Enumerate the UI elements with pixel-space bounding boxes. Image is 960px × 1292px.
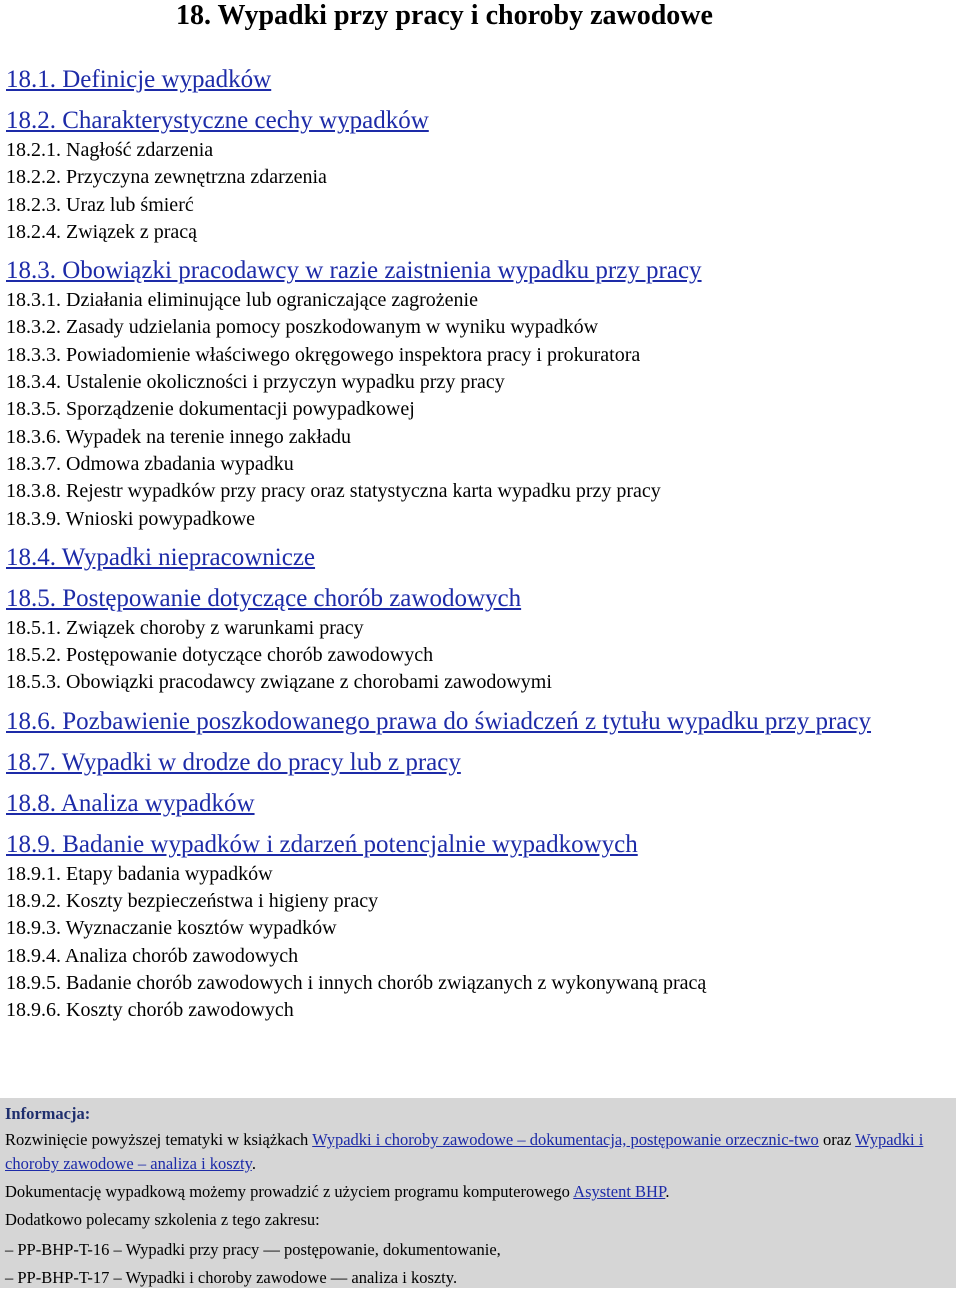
- section-link-18-8[interactable]: 18.8. Analiza wypadków: [6, 789, 255, 817]
- subsection-item: 18.9.5. Badanie chorób zawodowych i innych chorób związanych z wykonywaną pracą: [6, 971, 707, 994]
- section-link-18-7[interactable]: 18.7. Wypadki w drodze do pracy lub z pracy: [6, 748, 461, 776]
- section-link-18-3[interactable]: 18.3. Obowiązki pracodawcy w razie zaistnienia wypadku przy pracy: [6, 257, 702, 285]
- subsection-item: 18.3.8. Rejestr wypadków przy pracy oraz statystyczna karta wypadku przy pracy: [6, 480, 661, 503]
- book-link-dokumentacja[interactable]: Wypadki i choroby zawodowe – dokumentacja, postępowanie orzecznic-two: [312, 1130, 819, 1149]
- subsection-item: 18.3.1. Działania eliminujące lub ograniczające zagrożenie: [6, 289, 478, 312]
- subsection-item: 18.3.9. Wnioski powypadkowe: [6, 507, 256, 530]
- info-heading: Informacja:: [5, 1104, 91, 1123]
- subsection-item: 18.9.1. Etapy badania wypadków: [6, 862, 273, 885]
- section-link-18-6[interactable]: 18.6. Pozbawienie poszkodowanego prawa do świadczeń z tytułu wypadku przy pracy: [6, 707, 872, 735]
- subsection-item: 18.3.2. Zasady udzielania pomocy poszkodowanym w wyniku wypadków: [6, 316, 599, 339]
- section-link-18-9[interactable]: 18.9. Badanie wypadków i zdarzeń potencjalnie wypadkowych: [6, 830, 638, 858]
- info-books-paragraph: [5, 1128, 950, 1176]
- table-of-contents: [6, 64, 956, 1025]
- info-box: [0, 1098, 956, 1288]
- subsection-item: 18.9.2. Koszty bezpieczeństwa i higieny pracy: [6, 890, 379, 913]
- subsection-item: 18.3.3. Powiadomienie właściwego okręgowego inspektora pracy i prokuratora: [6, 343, 641, 366]
- page-title: 18. Wypadki przy pracy i choroby zawodowe: [176, 0, 713, 31]
- info-text: oraz: [818, 1130, 856, 1149]
- info-training-intro: Dodatkowo polecamy szkolenia z tego zakresu:: [5, 1210, 320, 1229]
- info-text: Rozwinięcie powyższej tematyki w książkach: [5, 1130, 313, 1149]
- subsection-item: 18.9.3. Wyznaczanie kosztów wypadków: [6, 917, 337, 940]
- training-item: – PP-BHP-T-16 – Wypadki przy pracy — postępowanie, dokumentowanie,: [5, 1240, 501, 1259]
- info-text: .: [251, 1154, 256, 1173]
- software-link-asystent-bhp[interactable]: Asystent BHP: [573, 1182, 666, 1201]
- info-text: .: [665, 1182, 670, 1201]
- subsection-item: 18.5.2. Postępowanie dotyczące chorób zawodowych: [6, 644, 434, 667]
- subsection-item: 18.2.3. Uraz lub śmierć: [6, 193, 194, 216]
- section-link-18-1[interactable]: 18.1. Definicje wypadków: [6, 66, 272, 93]
- subsection-item: 18.3.5. Sporządzenie dokumentacji powypadkowej: [6, 398, 415, 421]
- subsection-item: 18.2.1. Nagłość zdarzenia: [6, 139, 214, 161]
- subsection-item: 18.5.1. Związek choroby z warunkami pracy: [6, 616, 364, 639]
- subsection-item: 18.3.4. Ustalenie okoliczności i przyczyn wypadku przy pracy: [6, 371, 505, 394]
- subsection-item: 18.5.3. Obowiązki pracodawcy związane z chorobami zawodowymi: [6, 671, 552, 694]
- subsection-item: 18.3.6. Wypadek na terenie innego zakładu: [6, 425, 351, 448]
- subsection-item: 18.9.4. Analiza chorób zawodowych: [6, 944, 299, 967]
- subsection-item: 18.2.4. Związek z pracą: [6, 220, 198, 243]
- subsection-item: 18.9.6. Koszty chorób zawodowych: [6, 999, 294, 1022]
- section-link-18-2[interactable]: 18.2. Charakterystyczne cechy wypadków: [6, 107, 429, 134]
- section-link-18-5[interactable]: 18.5. Postępowanie dotyczące chorób zawodowych: [6, 584, 522, 612]
- section-link-18-4[interactable]: 18.4. Wypadki niepracownicze: [6, 543, 316, 571]
- subsection-item: 18.2.2. Przyczyna zewnętrzna zdarzenia: [6, 166, 327, 189]
- book-link-analiza[interactable]: Wypadki i choroby zawodowe – analiza i koszty: [5, 1130, 924, 1173]
- training-item: – PP-BHP-T-17 – Wypadki i choroby zawodowe — analiza i koszty.: [5, 1268, 458, 1287]
- info-text: Dokumentację wypadkową możemy prowadzić z użyciem programu komputerowego: [5, 1182, 574, 1201]
- info-software-paragraph: [5, 1180, 950, 1204]
- subsection-item: 18.3.7. Odmowa zbadania wypadku: [6, 452, 294, 475]
